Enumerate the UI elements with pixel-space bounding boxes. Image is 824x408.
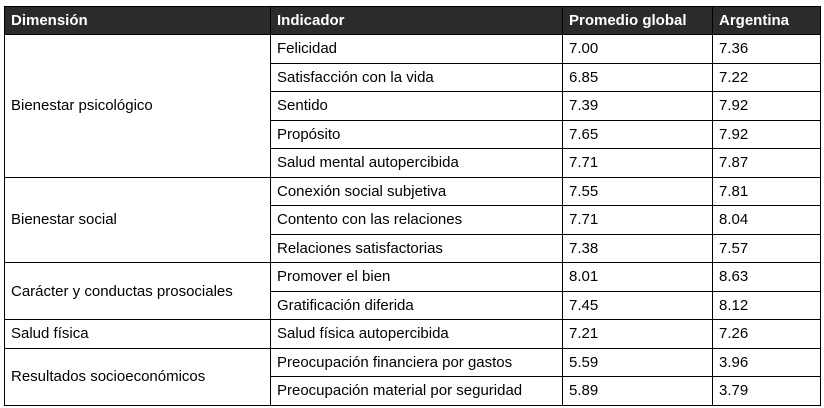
indicator-cell: Salud mental autopercibida bbox=[271, 149, 563, 178]
header-row bbox=[5, 7, 821, 35]
indicator-cell: Felicidad bbox=[271, 35, 563, 64]
argentina-cell: 3.96 bbox=[713, 348, 821, 377]
global-average-cell: 7.38 bbox=[563, 234, 713, 263]
table-header bbox=[5, 7, 821, 35]
argentina-cell: 7.92 bbox=[713, 92, 821, 121]
global-average-cell: 7.45 bbox=[563, 291, 713, 320]
indicator-cell: Satisfacción con la vida bbox=[271, 63, 563, 92]
indicator-cell: Relaciones satisfactorias bbox=[271, 234, 563, 263]
global-average-cell: 7.39 bbox=[563, 92, 713, 121]
indicator-cell: Gratificación diferida bbox=[271, 291, 563, 320]
table-row bbox=[5, 263, 821, 292]
global-average-cell: 7.55 bbox=[563, 177, 713, 206]
table-row bbox=[5, 177, 821, 206]
global-average-cell: 7.65 bbox=[563, 120, 713, 149]
dimension-cell: Salud física bbox=[5, 320, 271, 349]
argentina-cell: 7.57 bbox=[713, 234, 821, 263]
argentina-cell: 7.36 bbox=[713, 35, 821, 64]
indicator-cell: Contento con las relaciones bbox=[271, 206, 563, 235]
indicator-cell: Preocupación financiera por gastos bbox=[271, 348, 563, 377]
global-average-cell: 7.71 bbox=[563, 206, 713, 235]
global-average-cell: 7.71 bbox=[563, 149, 713, 178]
indicator-cell: Conexión social subjetiva bbox=[271, 177, 563, 206]
argentina-cell: 8.63 bbox=[713, 263, 821, 292]
table-row bbox=[5, 320, 821, 349]
dimension-cell: Bienestar psicológico bbox=[5, 35, 271, 178]
dimension-cell: Carácter y conductas prosociales bbox=[5, 263, 271, 320]
argentina-cell: 3.79 bbox=[713, 377, 821, 406]
global-average-cell: 8.01 bbox=[563, 263, 713, 292]
argentina-cell: 7.22 bbox=[713, 63, 821, 92]
indicator-cell: Sentido bbox=[271, 92, 563, 121]
argentina-cell: 7.87 bbox=[713, 149, 821, 178]
indicator-cell: Propósito bbox=[271, 120, 563, 149]
global-average-cell: 6.85 bbox=[563, 63, 713, 92]
dimension-cell: Resultados socioeconómicos bbox=[5, 348, 271, 405]
header-global-average: Promedio global bbox=[563, 7, 713, 35]
global-average-cell: 7.00 bbox=[563, 35, 713, 64]
table-row bbox=[5, 348, 821, 377]
argentina-cell: 7.92 bbox=[713, 120, 821, 149]
global-average-cell: 5.59 bbox=[563, 348, 713, 377]
global-average-cell: 5.89 bbox=[563, 377, 713, 406]
indicator-cell: Promover el bien bbox=[271, 263, 563, 292]
header-indicator: Indicador bbox=[271, 7, 563, 35]
global-average-cell: 7.21 bbox=[563, 320, 713, 349]
indicator-cell: Preocupación material por seguridad bbox=[271, 377, 563, 406]
table-body bbox=[5, 35, 821, 406]
dimension-cell: Bienestar social bbox=[5, 177, 271, 263]
header-dimension: Dimensión bbox=[5, 7, 271, 35]
wellbeing-table bbox=[4, 6, 821, 406]
argentina-cell: 7.81 bbox=[713, 177, 821, 206]
header-argentina: Argentina bbox=[713, 7, 821, 35]
argentina-cell: 7.26 bbox=[713, 320, 821, 349]
table-row bbox=[5, 35, 821, 64]
indicator-cell: Salud física autopercibida bbox=[271, 320, 563, 349]
argentina-cell: 8.04 bbox=[713, 206, 821, 235]
argentina-cell: 8.12 bbox=[713, 291, 821, 320]
